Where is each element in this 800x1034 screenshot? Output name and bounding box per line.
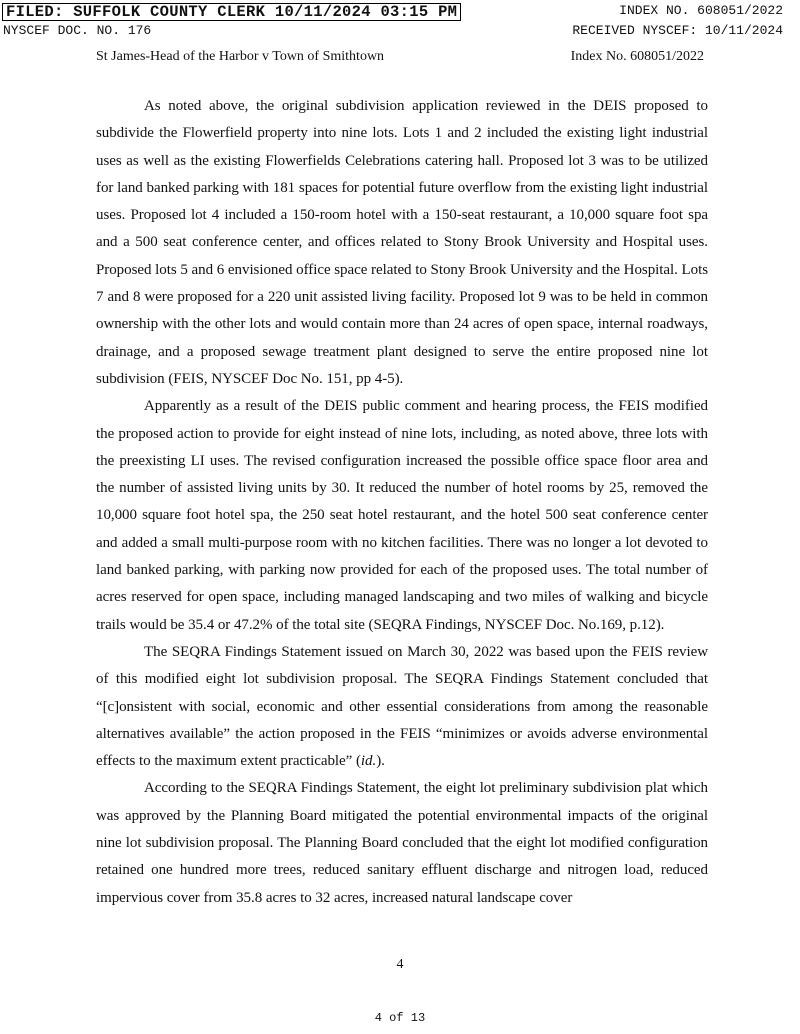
received-date: RECEIVED NYSCEF: 10/11/2024 — [572, 23, 783, 38]
case-title: St James-Head of the Harbor v Town of Smithtown — [96, 49, 385, 64]
page-number: 4 — [396, 957, 404, 972]
filed-stamp: FILED: SUFFOLK COUNTY CLERK 10/11/2024 03:15 PM — [2, 3, 461, 21]
page-of-total: 4 of 13 — [374, 1011, 426, 1025]
paragraph-2: Apparently as a result of the DEIS public comment and hearing process, the FEIS modified the proposed action to provide for eight instead of nine lots, including, as noted above, three lots with the preexisting LI uses. The revised configuration increased the possible office space floor area and the number of assisted living units by 30. It reduced the number of hotel rooms by 25, removed the 10,000 square foot hotel spa, the 250 seat hotel restaurant, and the hotel 500 seat conference center and added a small multi-purpose room with no kitchen facilities. There was no longer a lot devoted to land banked parking, with parking now provided for each of the proposed uses. The total number of acres reserved for open space, including managed landscaping and two miles of walking and bicycle trails would be 35.4 or 47.2% of the total site (SEQRA Findings, NYSCEF Doc. No.169, p.12). — [96, 398, 708, 633]
document-body — [96, 93, 708, 912]
paragraph-3-text: The SEQRA Findings Statement issued on March 30, 2022 was based upon the FEIS review of this modified eight lot subdivision proposal. The SEQRA Findings Statement concluded that “[c]onsistent with social, economic and other essential considerations from among the reasonable alternatives available” the action proposed in the FEIS “minimizes or avoids adverse environmental effects to the maximum extent practicable” ( — [96, 643, 708, 770]
case-index: Index No. 608051/2022 — [570, 49, 704, 64]
nyscef-doc-number: NYSCEF DOC. NO. 176 — [3, 23, 152, 38]
citation-id: id. — [360, 753, 377, 770]
paragraph-3 — [96, 639, 708, 775]
paragraph-1: As noted above, the original subdivision application reviewed in the DEIS proposed to subdivide the Flowerfield property into nine lots. Lots 1 and 2 included the existing light industrial uses as well as the existing Flowerfields Celebrations catering hall. Proposed lot 3 was to be utilized for land banked parking with 181 spaces for potential future overflow from the existing light industrial uses. Proposed lot 4 included a 150-room hotel with a 150-seat restaurant, a 10,000 square foot spa and a 500 seat conference center, and offices related to Stony Brook University and Hospital uses. Proposed lots 5 and 6 envisioned office space related to Stony Brook University and the Hospital. Lots 7 and 8 were proposed for a 220 unit assisted living facility. Proposed lot 9 was to be held in common ownership with the other lots and would contain more than 24 acres of open space, internal roadways, drainage, and a proposed sewage treatment plant designed to serve the entire proposed nine lot subdivision (FEIS, NYSCEF Doc No. 151, pp 4-5). — [96, 98, 708, 387]
paragraph-3-end: ). — [376, 753, 385, 770]
paragraph-4: According to the SEQRA Findings Statement, the eight lot preliminary subdivision plat which was approved by the Planning Board mitigated the potential environmental impacts of the original nine lot subdivision proposal. The Planning Board concluded that the eight lot modified configuration retained one hundred more trees, reduced sanitary effluent discharge and nitrogen load, reduced impervious cover from 35.8 acres to 32 acres, increased natural landscape cover — [96, 780, 708, 906]
index-number: INDEX NO. 608051/2022 — [619, 3, 783, 18]
